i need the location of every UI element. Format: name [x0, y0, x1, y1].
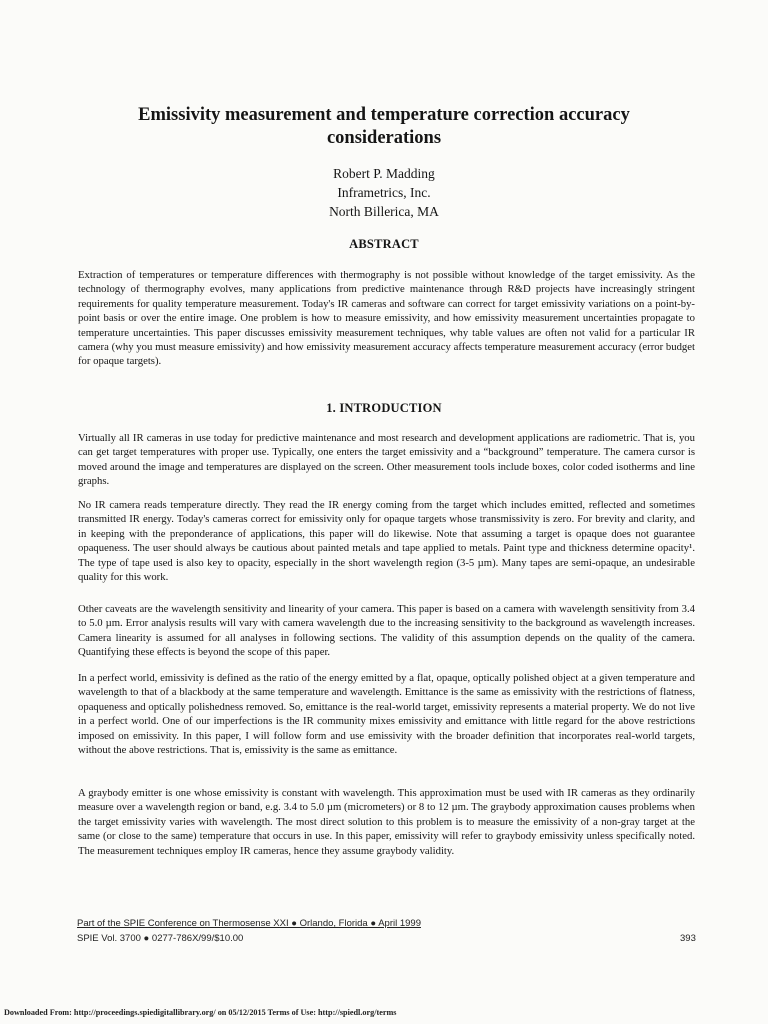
title-line-1: Emissivity measurement and temperature correction accuracy: [138, 105, 630, 125]
intro-paragraph-3: Other caveats are the wavelength sensitivity and linearity of your camera. This paper is based on a camera with wavelength sensitivity from 3.4 to 5.0 µm. Error analysis results will vary with camera wavelength due to the increasing sensitivity to the background as wavelength increases. Camera linearity is assumed for all analyses in following sections. The validity of this assumption depends on the quality of the camera. Quantifying these effects is beyond the scope of this paper.: [78, 603, 695, 659]
intro-paragraph-1: Virtually all IR cameras in use today for predictive maintenance and most research and development applications are radiometric. That is, you can get target temperatures with proper use. Typically, one enters the target emissivity and a “background” temperature. The camera cursor is moved around the image and temperatures are displayed on the screen. Other measurement tools include boxes, color coded isotherms and line graphs.: [78, 432, 695, 488]
introduction-heading: 1. INTRODUCTION: [326, 401, 442, 415]
conference-footer: [77, 917, 421, 930]
paper-title: [80, 104, 688, 150]
conference-info: Part of the SPIE Conference on Thermosense XXI ● Orlando, Florida ● April 1999: [77, 918, 421, 929]
volume-info: SPIE Vol. 3700 ● 0277-786X/99/$10.00: [77, 933, 244, 944]
intro-paragraph-2: No IR camera reads temperature directly. They read the IR energy coming from the target which includes emitted, reflected and sometimes transmitted IR energy. Today's cameras correct for emissivity only for opaque targets whose transmissivity is zero. For brevity and clarity, and in keeping with the preponderance of applications, this paper will do likewise. Note that assuming a target is opaque does not guarantee opaqueness. The user should always be cautious about painted metals and tape applied to metals. Paint type and thickness determine opacity¹. The type of tape used is also key to opacity, especially in the short wavelength region (3-5 µm). Many tapes are semi-opaque, an undesirable quality for this work.: [78, 499, 695, 584]
intro-paragraph-4: In a perfect world, emissivity is defined as the ratio of the energy emitted by a flat, opaque, optically polished object at a given temperature and wavelength to that of a blackbody at the same temperature and wavelength. Emittance is the same as emissivity with the restrictions of flatness, opaqueness and optically polishedness removed. So, emittance is the real-world target, emissivity represents a material property. We do not live in a perfect world. One of our imperfections is the IR community mixes emissivity and emittance with little regard for the above restrictions imposed on emissivity. In this paper, I will follow form and use emissivity with the broader definition that incorporates real-world targets, without the above restrictions. That is, emissivity is the same as emittance.: [78, 672, 695, 757]
intro-paragraph-5: A graybody emitter is one whose emissivity is constant with wavelength. This approximation must be used with IR cameras as they ordinarily measure over a wavelength region or band, e.g. 3.4 to 5.0 µm (micrometers) or 8 to 12 µm. The graybody approximation causes problems when the target emissivity varies with wavelength. The most direct solution to this problem is to measure the emissivity of a non-gray target at the same (or close to the same) temperature that occurs in use. In this paper, emissivity will refer to graybody emissivity unless specifically noted. The measurement techniques employ IR cameras, hence they assume graybody validity.: [78, 787, 695, 857]
abstract-heading: ABSTRACT: [349, 237, 419, 251]
author-location: North Billerica, MA: [329, 204, 439, 219]
download-notice: Downloaded From: http://proceedings.spiedigitallibrary.org/ on 05/12/2015 Terms of Use: http://spiedl.org/terms: [4, 1008, 397, 1017]
author-block: [80, 164, 688, 221]
page-number: 393: [680, 933, 696, 944]
author-affiliation: Inframetrics, Inc.: [337, 185, 431, 200]
author-name: Robert P. Madding: [333, 166, 435, 181]
title-line-2: considerations: [326, 128, 442, 148]
abstract-text: Extraction of temperatures or temperature differences with thermography is not possible without knowledge of the target emissivity. As the technology of thermography evolves, many applications from predictive maintenance through R&D projects have increasingly stringent requirements for quality temperature measurement. Today's IR cameras and software can correct for target emissivity variations on a point-by-point basis or over the entire image. One problem is how to measure emissivity, and how emissivity measurement uncertainties propagate to temperature uncertainties. This paper discusses emissivity measurement techniques, why table values are often not valid for a particular IR camera (why you must measure emissivity) and how emissivity measurement accuracy affects temperature measurement accuracy (error budget for opaque targets).: [78, 269, 695, 368]
